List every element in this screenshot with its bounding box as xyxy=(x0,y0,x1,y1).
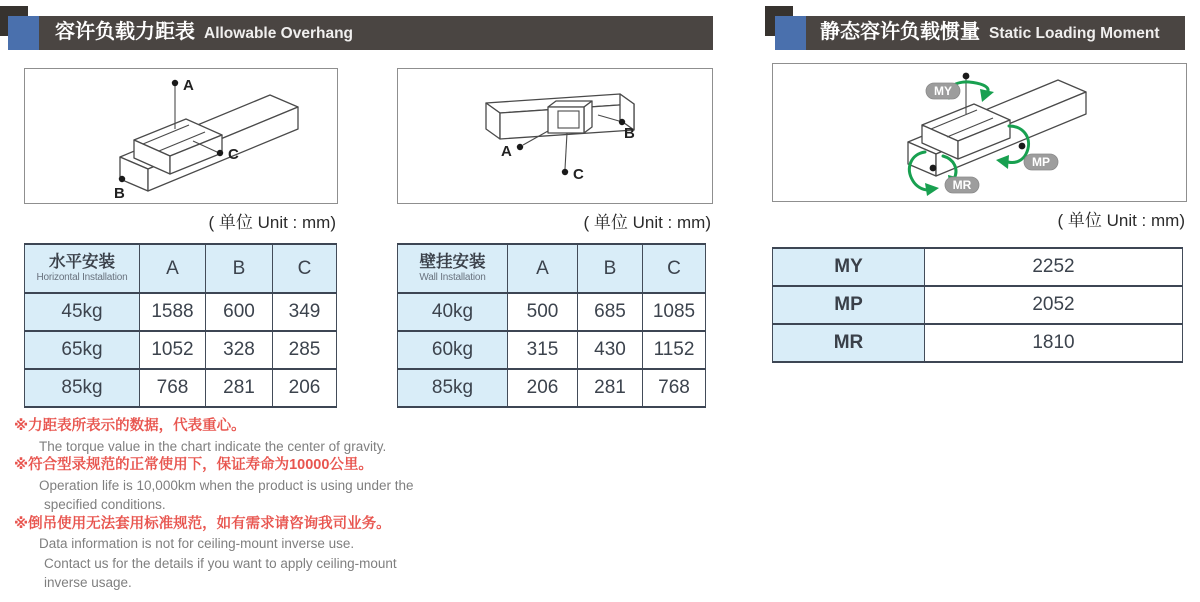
column-header-c: C xyxy=(273,244,337,293)
note-en: Operation life is 10,000km when the product is using under the xyxy=(39,477,414,493)
mp-arrowhead-icon xyxy=(996,155,1009,169)
value-a: 1052 xyxy=(140,331,206,369)
table-row xyxy=(25,293,337,331)
row-label: 65kg xyxy=(25,331,140,369)
value-b: 328 xyxy=(206,331,273,369)
mp-axis-dot xyxy=(1019,143,1026,150)
row-label: 85kg xyxy=(398,369,508,407)
table-row xyxy=(773,324,1183,362)
point-a-dot xyxy=(172,80,178,86)
my-axis-dot xyxy=(963,73,970,80)
point-c-label: C xyxy=(228,146,239,163)
unit-label: ( 单位 Unit : mm) xyxy=(208,213,336,232)
diagram-horizontal-installation xyxy=(24,68,338,204)
table-title-zh: 水平安装 xyxy=(49,253,115,271)
header-accent-square xyxy=(8,16,39,50)
column-header-b: B xyxy=(578,244,643,293)
row-label: 60kg xyxy=(398,331,508,369)
column-header-a: A xyxy=(140,244,206,293)
static-moment-table xyxy=(772,247,1183,363)
point-a-label: A xyxy=(183,77,194,94)
footnotes xyxy=(14,417,484,593)
table-header-row xyxy=(398,244,706,293)
value-b: 281 xyxy=(578,369,643,407)
diagram-static-moment xyxy=(772,63,1187,202)
value-c: 1085 xyxy=(643,293,706,331)
table-title-en: Horizontal Installation xyxy=(36,272,128,283)
mr-badge-label: MR xyxy=(952,178,972,192)
section-title-en: Allowable Overhang xyxy=(204,25,354,42)
row-label: 45kg xyxy=(25,293,140,331)
note-en: Contact us for the details if you want to apply ceiling-mount xyxy=(44,555,397,571)
moment-label: MR xyxy=(773,324,925,362)
moment-label: MY xyxy=(773,248,925,286)
point-b-label: B xyxy=(624,125,635,142)
table-title-en: Wall Installation xyxy=(419,272,486,283)
note-en: inverse usage. xyxy=(44,575,132,590)
note-zh: ※倒吊使用无法套用标准规范，如有需求请咨询我司业务。 xyxy=(14,515,391,532)
column-header-b: B xyxy=(206,244,273,293)
value-c: 206 xyxy=(273,369,337,407)
value-b: 685 xyxy=(578,293,643,331)
table-title-cell xyxy=(398,244,508,293)
column-header-a: A xyxy=(508,244,578,293)
table-row xyxy=(773,286,1183,324)
moment-rail-drawing-icon xyxy=(773,64,1186,201)
value-a: 768 xyxy=(140,369,206,407)
diagram-wall-installation xyxy=(397,68,713,204)
section-header-static xyxy=(765,6,1185,54)
wall-installation-table xyxy=(397,243,706,408)
my-badge-label: MY xyxy=(934,84,952,98)
section-header-allowable xyxy=(0,6,713,54)
value-b: 430 xyxy=(578,331,643,369)
point-b-label: B xyxy=(114,185,125,202)
column-header-c: C xyxy=(643,244,706,293)
note-en: specified conditions. xyxy=(44,497,166,512)
horizontal-installation-table xyxy=(24,243,337,408)
value-b: 600 xyxy=(206,293,273,331)
table-title-zh: 壁挂安装 xyxy=(419,253,486,271)
mr-arrowhead-icon xyxy=(925,183,939,196)
section-title-zh: 容许负载力距表 xyxy=(55,21,195,43)
point-c-dot xyxy=(562,169,568,175)
table-header-row xyxy=(25,244,337,293)
row-label: 85kg xyxy=(25,369,140,407)
horizontal-rail-drawing-icon xyxy=(25,69,337,203)
point-c-label: C xyxy=(573,166,584,183)
point-b-dot xyxy=(119,176,125,182)
table-row xyxy=(398,331,706,369)
header-bar xyxy=(8,16,713,50)
note-zh: ※力距表所表示的数据，代表重心。 xyxy=(14,418,246,434)
table-row xyxy=(398,293,706,331)
unit-label: ( 单位 Unit : mm) xyxy=(1057,211,1185,230)
moment-value: 2252 xyxy=(925,248,1183,286)
moment-label: MP xyxy=(773,286,925,324)
section-title-zh: 静态容许负载惯量 xyxy=(820,21,980,43)
value-a: 500 xyxy=(508,293,578,331)
table-title-cell xyxy=(25,244,140,293)
my-arrowhead-icon xyxy=(980,89,994,102)
value-b: 281 xyxy=(206,369,273,407)
point-a-dot xyxy=(517,144,523,150)
table-row xyxy=(25,331,337,369)
point-c-dot xyxy=(217,150,223,156)
value-a: 206 xyxy=(508,369,578,407)
moment-value: 2052 xyxy=(925,286,1183,324)
section-title-en: Static Loading Moment xyxy=(989,25,1160,42)
value-a: 315 xyxy=(508,331,578,369)
table-row xyxy=(25,369,337,407)
point-a-label: A xyxy=(501,143,512,160)
moment-value: 1810 xyxy=(925,324,1183,362)
value-c: 349 xyxy=(273,293,337,331)
value-c: 285 xyxy=(273,331,337,369)
header-accent-square xyxy=(775,16,806,50)
value-c: 1152 xyxy=(643,331,706,369)
value-a: 1588 xyxy=(140,293,206,331)
row-label: 40kg xyxy=(398,293,508,331)
mr-axis-dot xyxy=(930,165,937,172)
table-row xyxy=(398,369,706,407)
note-zh: ※符合型录规范的正常使用下，保证寿命为10000公里。 xyxy=(14,457,373,473)
wall-rail-drawing-icon xyxy=(398,69,712,203)
note-en: The torque value in the chart indicate the center of gravity. xyxy=(39,438,387,454)
table-row xyxy=(773,248,1183,286)
header-bar xyxy=(775,16,1185,50)
unit-label: ( 单位 Unit : mm) xyxy=(583,213,711,232)
mp-badge-label: MP xyxy=(1032,155,1050,169)
value-c: 768 xyxy=(643,369,706,407)
note-en: Data information is not for ceiling-mount inverse use. xyxy=(39,536,355,551)
